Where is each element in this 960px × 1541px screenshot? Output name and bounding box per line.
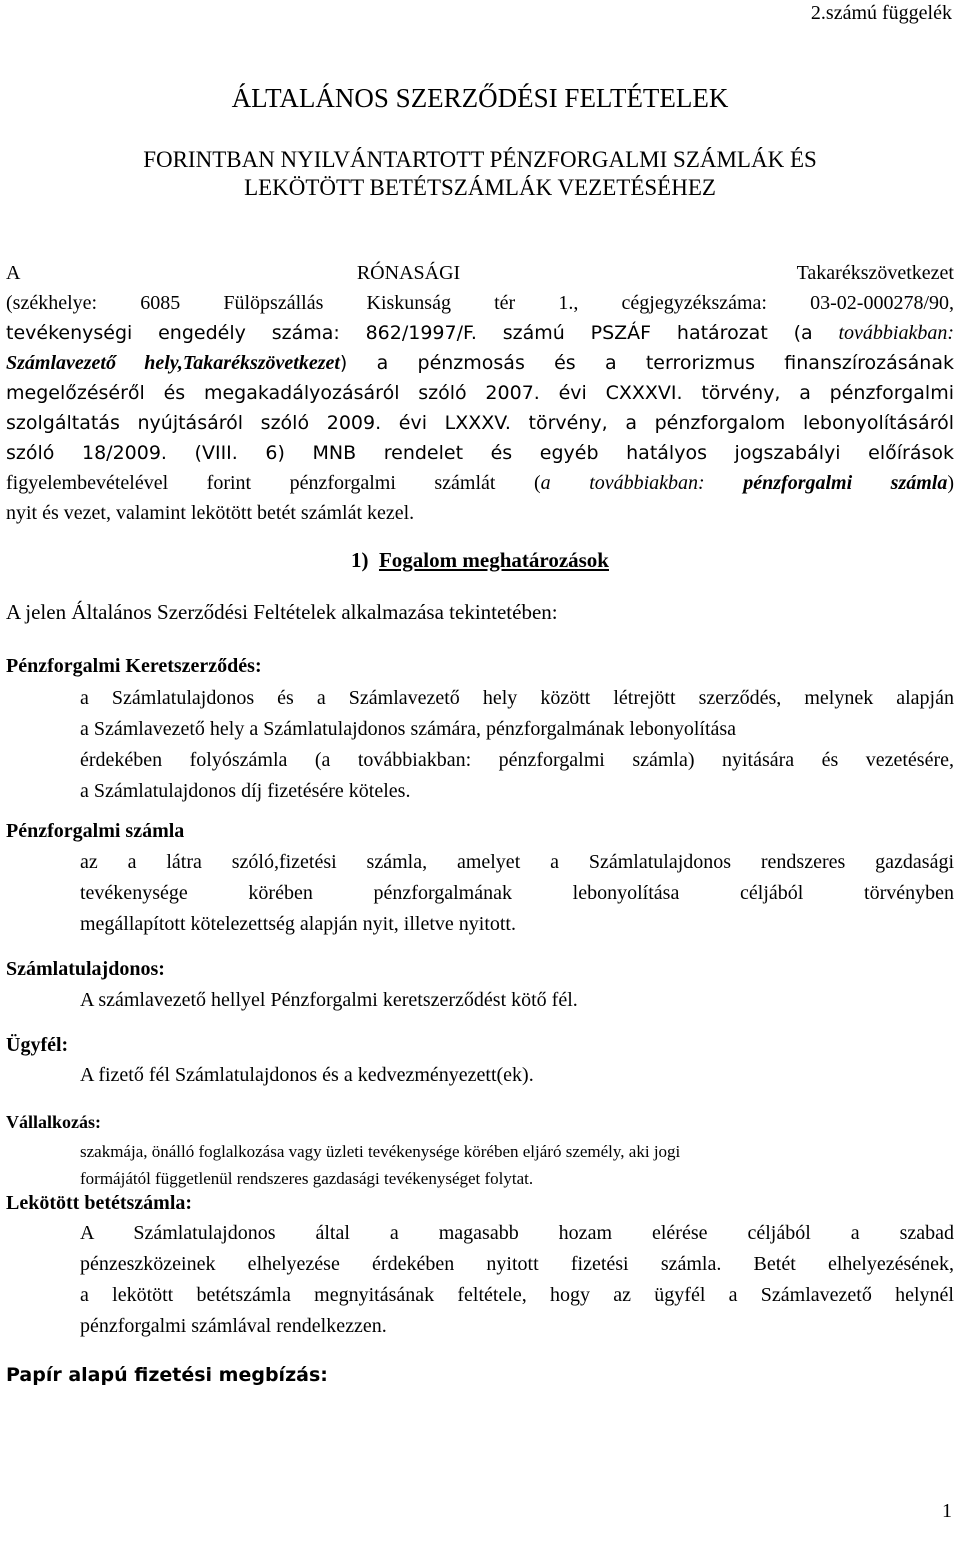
intro-line-4-bold-italic: Számlavezető hely,Takarékszövetkezet: [6, 352, 340, 374]
definition-line: pénzforgalmi számlával rendelkezzen.: [80, 1315, 387, 1337]
section-heading: [0, 548, 960, 573]
definition-line: tevékenysége körében pénzforgalmának lebonyolítása céljából törvényben: [80, 882, 954, 904]
intro-line-2: (székhelye: 6085 Fülöpszállás Kiskunság tér 1., cégjegyzékszáma: 03-02-000278/90,: [6, 292, 954, 314]
intro-word-takarekszovetkezet: Takarékszövetkezet: [796, 262, 954, 284]
definition-vallalkozas: [80, 1138, 954, 1192]
subtitle-line-2: LEKÖTÖTT BETÉTSZÁMLÁK VEZETÉSÉHEZ: [244, 175, 716, 200]
document-title: ÁLTALÁNOS SZERZŐDÉSI FELTÉTELEK: [231, 83, 729, 113]
definition-lekotott-betetszamla: [80, 1218, 954, 1342]
term-penzforgalmi-szamla: Pénzforgalmi számla: [6, 820, 185, 842]
definition-penzforgalmi-szamla: [80, 847, 954, 940]
intro-word-a: A: [6, 262, 21, 284]
definition-szamlatulajdonos: A számlavezető hellyel Pénzforgalmi keretszerződést kötő fél.: [80, 989, 578, 1011]
intro-line-3: [6, 318, 954, 348]
definition-line: pénzeszközeinek elhelyezése érdekében nyitott fizetési számla. Betét elhelyezésének,: [80, 1253, 954, 1275]
definition-line: formájától függetlenül rendszeres gazdasági tevékenységet folytat.: [80, 1169, 534, 1188]
intro-line-8-bold-italic: pénzforgalmi számla: [743, 472, 948, 494]
term-szamlatulajdonos: Számlatulajdonos:: [6, 958, 165, 980]
definition-line: a Számlavezető hely a Számlatulajdonos számára, pénzforgalmának lebonyolítása: [80, 718, 737, 740]
intro-first-line: [6, 258, 954, 288]
intro-line-4: [6, 348, 954, 378]
appendix-label: 2.számú függelék: [810, 2, 952, 24]
intro-line-8-italic: a továbbiakban:: [540, 472, 744, 494]
page-number: 1: [942, 1500, 952, 1522]
term-ugyfel: Ügyfél:: [6, 1034, 69, 1056]
intro-line-6: szolgáltatás nyújtásáról szóló 2009. évi LXXXV. törvény, a pénzforgalom lebonyolításáról: [6, 412, 954, 434]
section-title: Fogalom meghatározások: [378, 548, 609, 572]
section-lead: A jelen Általános Szerződési Feltételek alkalmazása tekintetében:: [6, 600, 558, 624]
definition-line: szakmája, önálló foglalkozása vagy üzleti tevékenysége körében eljáró személy, aki jogi: [80, 1142, 681, 1161]
definition-line: a Számlatulajdonos díj fizetésére köteles.: [80, 780, 411, 802]
definition-line: a lekötött betétszámla megnyitásának feltétele, hogy az ügyfél a Számlavezető helynél: [80, 1284, 954, 1306]
term-keretszerzodes: Pénzforgalmi Keretszerződés:: [6, 655, 262, 677]
intro-line-5: megelőzéséről és megakadályozásáról szóló 2007. évi CXXXVI. törvény, a pénzforgalmi: [6, 382, 954, 404]
definition-line: megállapított kötelezettség alapján nyit, illetve nyitott.: [80, 913, 516, 935]
definition-line: A Számlatulajdonos által a magasabb hozam elérése céljából a szabad: [80, 1222, 954, 1244]
term-papir-alapu-megbizas: Papír alapú fizetési megbízás:: [6, 1364, 328, 1386]
intro-line-9: nyit és vezet, valamint lekötött betét számlát kezel.: [6, 502, 415, 524]
definition-line: az a látra szóló,fizetési számla, amelyet a Számlatulajdonos rendszeres gazdasági: [80, 851, 954, 873]
intro-line-8: [6, 468, 954, 498]
term-vallalkozas: Vállalkozás:: [6, 1112, 102, 1132]
definition-line: érdekében folyószámla (a továbbiakban: pénzforgalmi számla) nyitására és vezetésére,: [80, 749, 954, 771]
definition-keretszerzodes: [80, 683, 954, 807]
subtitle-line-1: FORINTBAN NYILVÁNTARTOTT PÉNZFORGALMI SZÁMLÁK ÉS: [143, 147, 817, 172]
intro-line-3-text: tevékenységi engedély száma: 862/1997/F. számú PSZÁF határozat (a: [6, 322, 839, 344]
intro-line-8-text: figyelembevételével forint pénzforgalmi számlát (: [6, 472, 541, 494]
intro-line-3-italic: továbbiakban:: [838, 322, 954, 344]
intro-word-ronasagi: RÓNASÁGI: [356, 262, 461, 284]
term-lekotott-betetszamla: Lekötött betétszámla:: [6, 1192, 193, 1214]
section-number: 1): [350, 548, 369, 572]
intro-line-4-text: ) a pénzmosás és a terrorizmus finanszírozásának: [339, 352, 954, 374]
definition-line: a Számlatulajdonos és a Számlavezető hely között létrejött szerződés, melynek alapján: [80, 687, 954, 709]
definition-ugyfel: A fizető fél Számlatulajdonos és a kedvezményezett(ek).: [80, 1064, 534, 1086]
intro-line-7: szóló 18/2009. (VIII. 6) MNB rendelet és egyéb hatályos jogszabályi előírások: [6, 442, 954, 464]
document-subtitle: [0, 146, 960, 202]
intro-line-8-close: ): [947, 472, 955, 494]
